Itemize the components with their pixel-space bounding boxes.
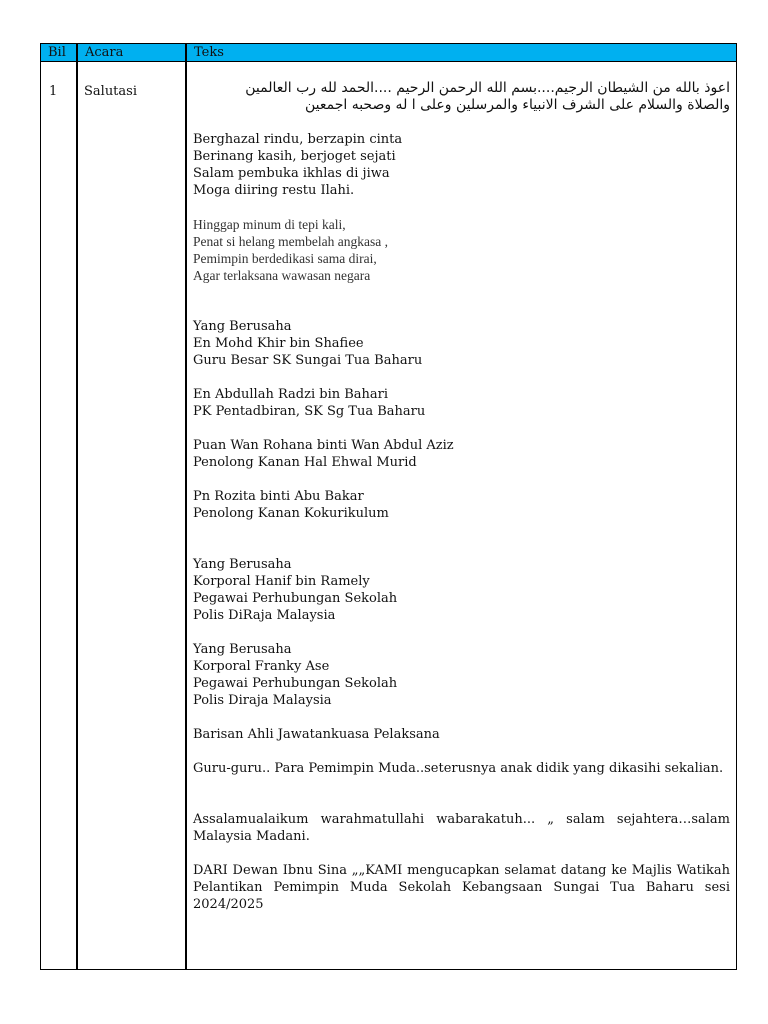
guest-line: En Mohd Khir bin Shafiee: [193, 336, 364, 351]
pantun-1-line: Moga diiring restu Ilahi.: [193, 183, 355, 198]
guest-entry: [193, 318, 730, 369]
guest-line: Polis DiRaja Malaysia: [193, 608, 336, 623]
row-acara: Salutasi: [84, 84, 137, 99]
guest-line: En Abdullah Radzi bin Bahari: [193, 387, 389, 402]
header-teks: Teks: [194, 45, 224, 60]
pantun-2-line: Penat si helang membelah angkasa ,: [193, 234, 388, 249]
guest-entry: [193, 386, 730, 420]
column-divider-1: [76, 44, 78, 969]
guest-line: Penolong Kanan Hal Ehwal Murid: [193, 455, 417, 470]
column-divider-2: [185, 44, 187, 969]
guest-line: Yang Berusaha: [193, 319, 292, 334]
guest-line: Penolong Kanan Kokurikulum: [193, 506, 389, 521]
guest-group-school: [193, 318, 730, 522]
pantun-2-line: Hinggap minum di tepi kali,: [193, 217, 346, 232]
guest-entry: [193, 488, 730, 522]
row-teks: [193, 80, 730, 913]
header-bil: Bil: [48, 45, 66, 60]
guest-line: Polis Diraja Malaysia: [193, 693, 332, 708]
guest-entry: [193, 437, 730, 471]
guest-line: Pegawai Perhubungan Sekolah: [193, 591, 398, 606]
pantun-1-line: Salam pembuka ikhlas di jiwa: [193, 166, 390, 181]
guest-line: Pn Rozita binti Abu Bakar: [193, 489, 364, 504]
pantun-1-line: Berinang kasih, berjoget sejati: [193, 149, 396, 164]
pantun-2-line: Agar terlaksana wawasan negara: [193, 268, 371, 283]
guest-line: Puan Wan Rohana binti Wan Abdul Aziz: [193, 438, 454, 453]
arabic-line-2: والصلاة والسلام على الشرف الانبياء والمرسلين وعلى ا له وصحبه اجمعين: [304, 97, 730, 113]
committee-line: Barisan Ahli Jawatankuasa Pelaksana: [193, 727, 440, 742]
script-table: [40, 43, 737, 970]
teachers-line: Guru-guru.. Para Pemimpin Muda..seterusnya anak didik yang dikasihi sekalian.: [193, 761, 724, 776]
guest-entry: [193, 641, 730, 709]
guest-line: Yang Berusaha: [193, 642, 292, 657]
welcome-paragraph: DARI Dewan Ibnu Sina „„KAMI mengucapkan selamat datang ke Majlis Watikah Pelantikan Pemimpin Muda Sekolah Kebangsaan Sungai Tua Baharu sesi 2024/2025: [193, 863, 730, 912]
guest-line: Guru Besar SK Sungai Tua Baharu: [193, 353, 423, 368]
arabic-line-1: اعوذ بالله من الشيطان الرجيم....بسم الله الرحمن الرحيم ....الحمد لله رب العالمين: [245, 80, 730, 96]
table-header-row: [41, 44, 736, 62]
guest-line: PK Pentadbiran, SK Sg Tua Baharu: [193, 404, 426, 419]
guest-line: Yang Berusaha: [193, 557, 292, 572]
pantun-1-line: Berghazal rindu, berzapin cinta: [193, 132, 403, 147]
pantun-1: [193, 131, 730, 199]
header-acara: Acara: [85, 45, 124, 60]
guest-line: Pegawai Perhubungan Sekolah: [193, 676, 398, 691]
greeting-paragraph: Assalamualaikum warahmatullahi wabarakatuh... „ salam sejahtera…salam Malaysia Madani.: [193, 812, 730, 844]
pantun-2-line: Pemimpin berdedikasi sama dirai,: [193, 251, 377, 266]
row-number: 1: [49, 84, 58, 99]
pantun-2: [193, 216, 730, 284]
guest-line: Korporal Franky Ase: [193, 659, 330, 674]
guest-line: Korporal Hanif bin Ramely: [193, 574, 370, 589]
guest-group-police: [193, 556, 730, 709]
guest-entry: [193, 556, 730, 624]
arabic-opening: [193, 80, 730, 114]
